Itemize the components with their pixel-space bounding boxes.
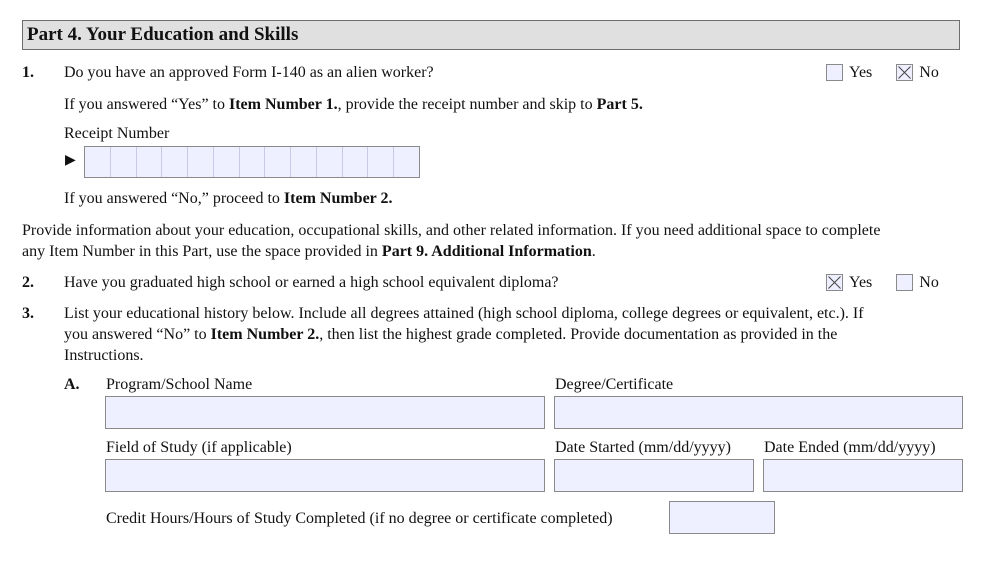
credit-hours-input[interactable] [669,501,775,534]
q2-no-checkbox[interactable] [896,274,913,291]
date-ended-input[interactable] [763,459,963,492]
q2-text: Have you graduated high school or earned a high school equivalent diploma? [64,274,559,291]
receipt-number-cell[interactable] [240,147,266,177]
q1-no-checkbox[interactable] [896,64,913,81]
receipt-number-cell[interactable] [317,147,343,177]
q1-number: 1. [22,64,34,81]
receipt-number-cell[interactable] [214,147,240,177]
q1-instruction [64,94,643,115]
section-a-letter: A. [64,376,80,393]
q3-item-ref: Item Number 2. [210,326,320,343]
q1-instruction-mid: , provide the receipt number and skip to [337,96,597,113]
q1-text: Do you have an approved Form I-140 as an alien worker? [64,64,434,81]
q1-yes-option[interactable] [826,62,872,83]
program-school-input[interactable] [105,396,545,429]
q1-no-instruction-pre: If you answered “No,” proceed to [64,190,284,207]
date-ended-label: Date Ended (mm/dd/yyyy) [764,439,936,456]
receipt-number-cell[interactable] [111,147,137,177]
q1-instruction-pre: If you answered “Yes” to [64,96,229,113]
q3-line-3: Instructions. [64,347,144,364]
intro-line-2-pre: any Item Number in this Part, use the space provided in [22,243,382,260]
q1-options [826,62,939,87]
receipt-number-cell[interactable] [265,147,291,177]
part-header: Part 4. Your Education and Skills [22,20,960,50]
degree-certificate-input[interactable] [554,396,963,429]
q1-no-instruction [64,188,392,209]
q2-number: 2. [22,274,34,291]
q2-no-option[interactable] [896,272,939,293]
q1-no-option[interactable] [896,62,939,83]
intro-line-1: Provide information about your education, occupational skills, and other related information. If you need additional space to complete [22,222,881,239]
receipt-number-cell[interactable] [85,147,111,177]
receipt-number-cell[interactable] [368,147,394,177]
receipt-number-cell[interactable] [137,147,163,177]
q3-line-2 [64,324,837,345]
receipt-number-cell[interactable] [291,147,317,177]
credit-hours-label: Credit Hours/Hours of Study Completed (if no degree or certificate completed) [106,510,613,527]
receipt-number-cell[interactable] [188,147,214,177]
q2-yes-checkbox[interactable] [826,274,843,291]
degree-certificate-label: Degree/Certificate [555,376,674,393]
program-school-label: Program/School Name [106,376,253,393]
intro-line-2-post: . [591,243,596,260]
q1-yes-checkbox[interactable] [826,64,843,81]
receipt-number-cell[interactable] [343,147,369,177]
q3-line-2-post: , then list the highest grade completed. Provide documentation as provided in the [319,326,838,343]
q3-line-1: List your educational history below. Include all degrees attained (high school diploma, college degrees or equivalent, etc.). If [64,305,864,322]
receipt-number-cell[interactable] [162,147,188,177]
intro-line-2 [22,241,596,262]
receipt-number-input[interactable] [84,146,420,178]
q1-no-instruction-item-ref: Item Number 2. [283,190,393,207]
q1-instruction-item-ref: Item Number 1. [229,96,338,113]
date-started-input[interactable] [554,459,754,492]
receipt-number-label: Receipt Number [64,125,170,142]
field-of-study-input[interactable] [105,459,545,492]
q1-yes-label: Yes [849,64,873,81]
q2-yes-option[interactable] [826,272,872,293]
q3-line-2-pre: you answered “No” to [64,326,211,343]
date-started-label: Date Started (mm/dd/yyyy) [555,439,731,456]
receipt-number-cell[interactable] [394,147,419,177]
arrow-icon: ▶ [65,153,76,168]
q3-number: 3. [22,305,34,322]
field-of-study-label: Field of Study (if applicable) [106,439,292,456]
q2-yes-label: Yes [849,274,873,291]
q2-no-label: No [919,274,939,291]
q2-options [826,272,939,297]
q1-instruction-part-ref: Part 5. [596,96,643,113]
q1-no-label: No [919,64,939,81]
intro-part-ref: Part 9. Additional Information [381,243,592,260]
